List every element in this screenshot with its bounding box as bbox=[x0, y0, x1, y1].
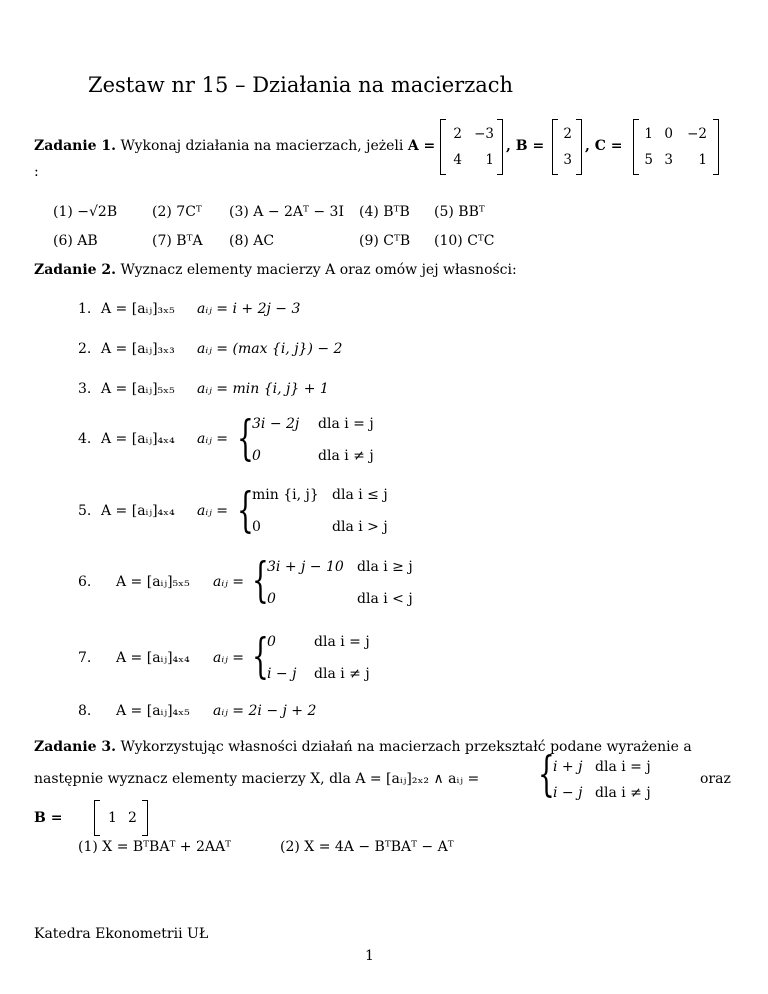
zad2-item-num: 8. bbox=[78, 703, 92, 719]
case-value: 0 bbox=[267, 634, 276, 650]
case-condition: dla i > j bbox=[332, 519, 388, 535]
zad3-op: (2) X = 4A − BᵀBAᵀ − Aᵀ bbox=[280, 839, 454, 855]
brace-icon: { bbox=[252, 552, 269, 608]
matrix-b-row-cell: 2 bbox=[128, 810, 137, 826]
case-condition: dla i ≥ j bbox=[357, 559, 413, 575]
page-number: 1 bbox=[365, 948, 374, 964]
matrix-b-row-cell: 1 bbox=[108, 810, 117, 826]
zad1-c-label bbox=[585, 138, 623, 154]
zad1-label: Zadanie 1. bbox=[34, 138, 117, 154]
zad2-item-lhs: aᵢⱼ = bbox=[197, 431, 229, 447]
matrix-c-cell: 5 bbox=[644, 152, 653, 168]
case-value: i − j bbox=[553, 785, 583, 801]
brace-icon: { bbox=[538, 746, 555, 802]
case-condition: dla i ≠ j bbox=[318, 448, 374, 464]
matrix-b-cell: 3 bbox=[563, 152, 572, 168]
matrix-a-cell: 1 bbox=[485, 152, 494, 168]
zad3-oraz: oraz bbox=[700, 771, 731, 787]
zad2-item-lhs: aᵢⱼ = bbox=[197, 503, 229, 519]
matrix-b-right-bracket bbox=[576, 119, 582, 175]
zad1-op: (5) BBᵀ bbox=[434, 204, 485, 220]
matrix-a-cell: −3 bbox=[474, 126, 494, 142]
zad2-item-lhs: aᵢⱼ = bbox=[213, 650, 245, 666]
c-label-text: , C = bbox=[585, 138, 623, 154]
matrix-c-cell: 1 bbox=[698, 152, 707, 168]
case-value: i + j bbox=[553, 759, 583, 775]
zad2-item-def: A = [aᵢⱼ]₄ₓ₅ bbox=[116, 703, 190, 719]
matrix-b-row-left-bracket bbox=[94, 800, 100, 836]
zad2-item-def: A = [aᵢⱼ]₃ₓ₅ bbox=[101, 301, 175, 317]
zad2-item-rule: aᵢⱼ = (max {i, j}) − 2 bbox=[197, 341, 343, 357]
b-label-text: , B = bbox=[506, 138, 545, 154]
matrix-c-left-bracket bbox=[633, 119, 639, 175]
zad2-item-def: A = [aᵢⱼ]₄ₓ₄ bbox=[101, 431, 175, 447]
matrix-c-right-bracket bbox=[713, 119, 719, 175]
zad1-op: (3) A − 2Aᵀ − 3I bbox=[229, 204, 344, 220]
zad2-item-rule: aᵢⱼ = min {i, j} + 1 bbox=[197, 381, 329, 397]
case-value: 0 bbox=[267, 591, 276, 607]
zad2-text: Wyznacz elementy macierzy A oraz omów jej własności: bbox=[120, 262, 517, 278]
footer-text: Katedra Ekonometrii UŁ bbox=[34, 926, 209, 942]
matrix-c-cell: 3 bbox=[664, 152, 673, 168]
zad1-op: (8) AC bbox=[229, 233, 275, 249]
zad2-item-lhs: aᵢⱼ = bbox=[213, 574, 245, 590]
zad1-intro bbox=[34, 138, 435, 154]
brace-icon: { bbox=[252, 628, 269, 684]
zad2-item-def: A = [aᵢⱼ]₅ₓ₅ bbox=[101, 381, 175, 397]
zad1-op: (4) BᵀB bbox=[359, 204, 410, 220]
matrix-c-cell: 1 bbox=[644, 126, 653, 142]
zad3-op: (1) X = BᵀBAᵀ + 2AAᵀ bbox=[78, 839, 231, 855]
case-condition: dla i ≤ j bbox=[332, 487, 388, 503]
zad3-b-label-text: B = bbox=[34, 810, 63, 826]
zad2-item-num: 6. bbox=[78, 574, 92, 590]
zad1-op: (10) CᵀC bbox=[434, 233, 495, 249]
zad1-op: (9) CᵀB bbox=[359, 233, 411, 249]
zad2-item-num: 4. bbox=[78, 431, 92, 447]
case-condition: dla i < j bbox=[357, 591, 413, 607]
case-value: min {i, j} bbox=[252, 487, 319, 503]
zad2-item-def: A = [aᵢⱼ]₄ₓ₄ bbox=[116, 650, 190, 666]
matrix-c-cell: −2 bbox=[687, 126, 707, 142]
zad1-op: (6) AB bbox=[53, 233, 98, 249]
case-value: 0 bbox=[252, 519, 261, 535]
matrix-c-cell: 0 bbox=[664, 126, 673, 142]
zad1-op: (1) −√2B bbox=[53, 204, 118, 220]
matrix-b-left-bracket bbox=[552, 119, 558, 175]
zad3-text: Wykorzystując własności działań na macierzach przekształć podane wyrażenie a bbox=[120, 739, 692, 755]
zad2-item-def: A = [aᵢⱼ]₅ₓ₅ bbox=[116, 574, 190, 590]
zad1-colon: : bbox=[34, 164, 39, 180]
zad1-op: (7) BᵀA bbox=[152, 233, 203, 249]
case-value: 3i + j − 10 bbox=[267, 559, 344, 575]
zad3-intro bbox=[34, 739, 692, 755]
zad1-a-label: A = bbox=[407, 138, 436, 154]
matrix-b-cell: 2 bbox=[563, 126, 572, 142]
brace-icon: { bbox=[237, 410, 254, 466]
case-value: i − j bbox=[267, 666, 297, 682]
zad2-item-num: 5. bbox=[78, 503, 92, 519]
case-value: 3i − 2j bbox=[252, 416, 300, 432]
zad1-text: Wykonaj działania na macierzach, jeżeli bbox=[120, 138, 404, 154]
zad2-item-rule: aᵢⱼ = 2i − j + 2 bbox=[213, 703, 317, 719]
zad1-b-label bbox=[506, 138, 544, 154]
zad2-item-num: 3. bbox=[78, 381, 92, 397]
case-condition: dla i ≠ j bbox=[595, 785, 651, 801]
case-condition: dla i = j bbox=[318, 416, 374, 432]
zad2-item-def: A = [aᵢⱼ]₄ₓ₄ bbox=[101, 503, 175, 519]
case-value: 0 bbox=[252, 448, 261, 464]
case-condition: dla i ≠ j bbox=[314, 666, 370, 682]
matrix-a-right-bracket bbox=[497, 119, 503, 175]
zad3-text2: następnie wyznacz elementy macierzy X, dla A = [aᵢⱼ]₂ₓ₂ ∧ aᵢⱼ = bbox=[34, 771, 480, 787]
zad2-label: Zadanie 2. bbox=[34, 262, 117, 278]
page-title: Zestaw nr 15 – Działania na macierzach bbox=[88, 73, 514, 97]
matrix-a-cell: 2 bbox=[453, 126, 462, 142]
matrix-a-cell: 4 bbox=[453, 152, 462, 168]
zad2-item-rule: aᵢⱼ = i + 2j − 3 bbox=[197, 301, 301, 317]
zad2-intro bbox=[34, 262, 517, 278]
brace-icon: { bbox=[237, 482, 254, 538]
zad3-label: Zadanie 3. bbox=[34, 739, 117, 755]
zad3-b-label bbox=[34, 810, 62, 826]
zad2-item-num: 7. bbox=[78, 650, 92, 666]
case-condition: dla i = j bbox=[595, 759, 651, 775]
zad1-op: (2) 7Cᵀ bbox=[152, 204, 202, 220]
matrix-b-row-right-bracket bbox=[142, 800, 148, 836]
zad2-item-num: 1. bbox=[78, 301, 92, 317]
matrix-a-left-bracket bbox=[440, 119, 446, 175]
zad2-item-num: 2. bbox=[78, 341, 92, 357]
zad2-item-def: A = [aᵢⱼ]₃ₓ₃ bbox=[101, 341, 175, 357]
case-condition: dla i = j bbox=[314, 634, 370, 650]
